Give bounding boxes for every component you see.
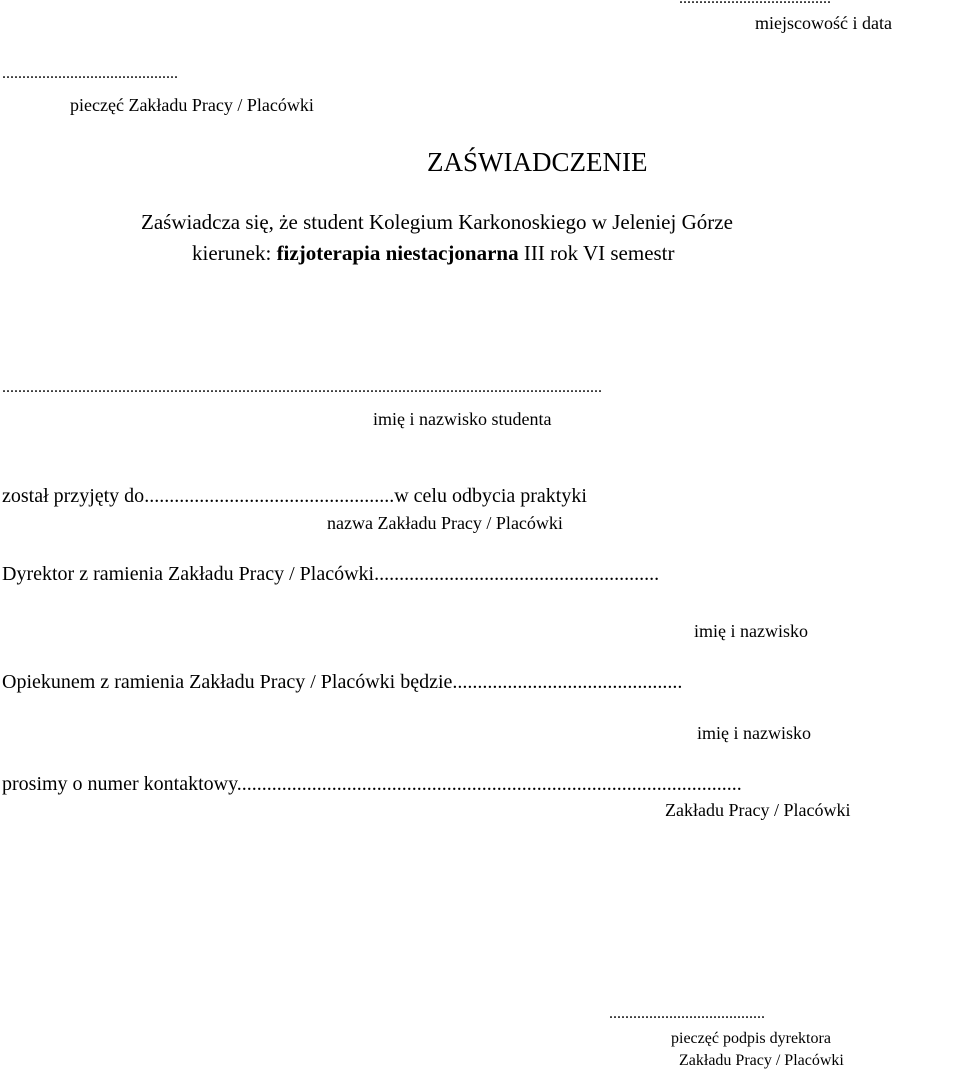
director-dots: ......................................................... xyxy=(374,563,660,585)
signature-label-line2: Zakładu Pracy / Placówki xyxy=(679,1052,844,1069)
supervisor-line xyxy=(2,672,682,692)
contact-text: prosimy o numer kontaktowy xyxy=(2,773,237,795)
stamp-label: pieczęć Zakładu Pracy / Placówki xyxy=(70,95,314,115)
student-name-dots: ...................................................................................................................................................... xyxy=(2,380,602,396)
director-name-label: imię i nazwisko xyxy=(694,621,808,641)
accepted-after: w celu odbycia praktyki xyxy=(394,485,587,507)
field-suffix: III rok VI semestr xyxy=(523,241,675,265)
director-text: Dyrektor z ramienia Zakładu Pracy / Placówki xyxy=(2,563,375,585)
accepted-line xyxy=(2,486,587,506)
document-title: ZAŚWIADCZENIE xyxy=(427,147,648,177)
supervisor-name-label: imię i nazwisko xyxy=(697,723,811,743)
certifies-line: Zaświadcza się, że student Kolegium Karkonoskiego w Jeleniej Górze xyxy=(141,210,733,234)
accepted-dots: .................................................. xyxy=(144,485,395,507)
contact-dots: ..................................................................................................... xyxy=(236,773,742,795)
field-prefix: kierunek: xyxy=(192,241,272,265)
director-line xyxy=(2,564,659,584)
accepted-before: został przyjęty do xyxy=(2,485,145,507)
contact-facility-label: Zakładu Pracy / Placówki xyxy=(665,800,851,820)
signature-label-line1: pieczęć podpis dyrektora xyxy=(671,1030,831,1047)
stamp-dots: ............................................ xyxy=(2,65,178,82)
place-date-label: miejscowość i data xyxy=(755,13,892,33)
field-name: fizjoterapia niestacjonarna xyxy=(276,241,519,265)
contact-line xyxy=(2,774,742,794)
student-name-label: imię i nazwisko studenta xyxy=(373,409,552,429)
supervisor-dots: .............................................. xyxy=(452,671,683,693)
field-line xyxy=(192,243,675,264)
supervisor-text: Opiekunem z ramienia Zakładu Pracy / Placówki będzie xyxy=(2,671,453,693)
date-dots xyxy=(679,0,831,7)
facility-name-label: nazwa Zakładu Pracy / Placówki xyxy=(327,513,563,533)
signature-dots: ....................................... xyxy=(609,1005,765,1022)
